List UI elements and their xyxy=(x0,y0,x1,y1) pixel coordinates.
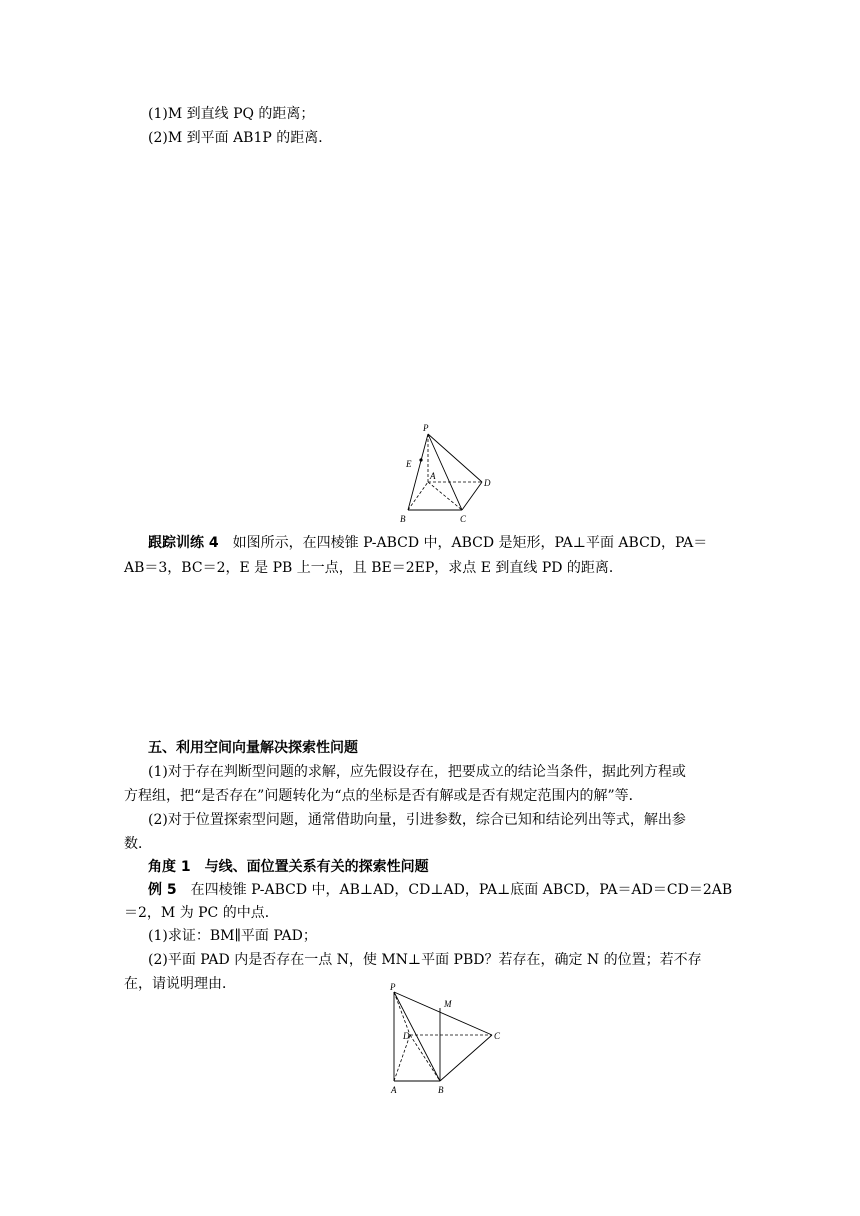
label-P: P xyxy=(423,423,429,433)
example-5-q2-line-1: (2)平面 PAD 内是否存在一点 N，使 MN⊥平面 PBD？若存在，确定 N 的位置；若不存 xyxy=(148,952,702,968)
label-D: D xyxy=(403,1031,410,1041)
edge-DB-hidden xyxy=(410,1035,440,1081)
example-5-text-1: 在四棱锥 P-ABCD 中，AB⊥AD，CD⊥AD，PA⊥底面 ABCD，PA＝AD＝CD＝2AB xyxy=(190,882,733,898)
label-A: A xyxy=(430,471,436,481)
edge-PB xyxy=(408,434,428,510)
edge-CD xyxy=(462,482,482,510)
label-C: C xyxy=(494,1031,501,1041)
label-B: B xyxy=(438,1085,444,1095)
label-A: A xyxy=(391,1085,397,1095)
edge-AB-hidden xyxy=(408,482,428,510)
exercise-4-title: 跟踪训练 4 xyxy=(148,535,219,551)
section-5-p2-line-2: 数． xyxy=(124,836,152,852)
angle-1-heading: 角度 1 与线、面位置关系有关的探索性问题 xyxy=(148,859,429,875)
point-E xyxy=(419,458,422,461)
example-5-q1: (1)求证：BM∥平面 PAD； xyxy=(148,928,317,944)
exercise-4-text-1: 如图所示，在四棱锥 P-ABCD 中，ABCD 是矩形，PA⊥平面 ABCD，PA＝ xyxy=(232,535,708,551)
question-1-text: (1)M 到直线 PQ 的距离； xyxy=(148,106,315,122)
label-E: E xyxy=(406,459,412,469)
edge-PC xyxy=(394,992,492,1035)
example-5-label: 例 5 xyxy=(148,882,177,898)
exercise-4-line-1 xyxy=(148,533,707,553)
section-5-heading: 五、利用空间向量解决探索性问题 xyxy=(148,740,358,756)
question-2-text: (2)M 到平面 AB1P 的距离． xyxy=(148,130,333,146)
section-5-p2-line-1: (2)对于位置探索型问题，通常借助向量，引进参数，综合已知和结论列出等式，解出参 xyxy=(148,812,686,828)
label-B: B xyxy=(400,514,406,524)
label-D: D xyxy=(484,478,491,488)
label-C: C xyxy=(460,514,467,524)
example-5-q2-line-2: 在，请说明理由． xyxy=(124,976,236,992)
exercise-4-line-2: AB＝3，BC＝2，E 是 PB 上一点，且 BE＝2EP，求点 E 到直线 PD 的距离． xyxy=(124,560,623,576)
edge-BC xyxy=(440,1035,492,1081)
edge-PD xyxy=(428,434,482,482)
pyramid-figure-1 xyxy=(390,420,500,525)
pyramid-figure-2 xyxy=(380,982,510,1097)
edge-PB xyxy=(394,992,440,1081)
example-5-line-1 xyxy=(148,880,732,900)
edge-AC-hidden xyxy=(428,482,462,510)
label-M: M xyxy=(444,999,452,1009)
example-5-line-2: ＝2，M 为 PC 的中点． xyxy=(124,905,279,921)
edge-AD-hidden xyxy=(394,1035,410,1081)
label-P: P xyxy=(390,982,396,992)
section-5-p1-line-2: 方程组，把“是否存在”问题转化为“点的坐标是否有解或是否有规定范围内的解”等． xyxy=(124,788,643,804)
section-5-p1-line-1: (1)对于存在判断型问题的求解，应先假设存在，把要成立的结论当条件，据此列方程或 xyxy=(148,764,686,780)
